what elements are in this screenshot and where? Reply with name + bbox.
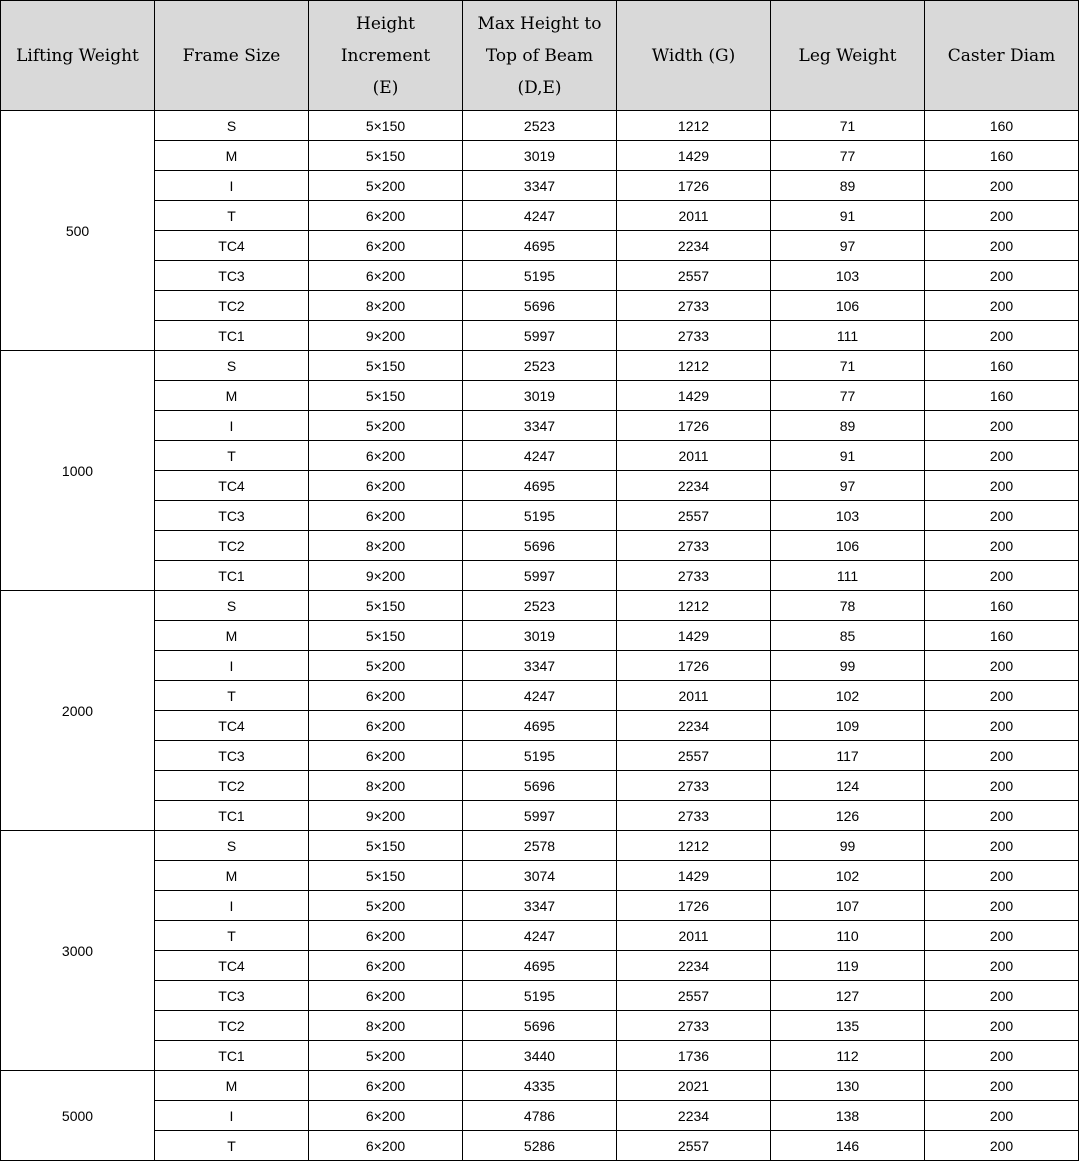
max-height-cell: 3019 [463,381,617,411]
header-line: Height [356,13,415,34]
leg-weight-cell: 99 [771,831,925,861]
max-height-cell: 4786 [463,1101,617,1131]
caster-diam-cell: 200 [925,531,1079,561]
max-height-cell: 2523 [463,111,617,141]
height-increment-cell: 9×200 [309,321,463,351]
width-cell: 1429 [617,861,771,891]
width-cell: 2011 [617,441,771,471]
frame-size-cell: TC3 [155,261,309,291]
leg-weight-cell: 91 [771,441,925,471]
leg-weight-cell: 109 [771,711,925,741]
header-leg-weight [771,1,925,111]
table-row [1,621,1079,651]
frame-size-cell: TC1 [155,561,309,591]
caster-diam-cell: 200 [925,951,1079,981]
leg-weight-cell: 112 [771,1041,925,1071]
table-row [1,531,1079,561]
height-increment-cell: 5×150 [309,381,463,411]
leg-weight-cell: 119 [771,951,925,981]
caster-diam-cell: 200 [925,1011,1079,1041]
width-cell: 2557 [617,261,771,291]
caster-diam-cell: 200 [925,891,1079,921]
max-height-cell: 5195 [463,981,617,1011]
max-height-cell: 4695 [463,231,617,261]
height-increment-cell: 5×150 [309,621,463,651]
height-increment-cell: 8×200 [309,771,463,801]
caster-diam-cell: 160 [925,351,1079,381]
width-cell: 1212 [617,831,771,861]
header-lifting-weight [1,1,155,111]
height-increment-cell: 6×200 [309,951,463,981]
caster-diam-cell: 200 [925,921,1079,951]
max-height-cell: 4247 [463,201,617,231]
leg-weight-cell: 103 [771,501,925,531]
max-height-cell: 5696 [463,771,617,801]
height-increment-cell: 5×200 [309,651,463,681]
leg-weight-cell: 71 [771,111,925,141]
height-increment-cell: 6×200 [309,981,463,1011]
table-row [1,381,1079,411]
width-cell: 2011 [617,921,771,951]
table-row [1,591,1079,621]
width-cell: 2733 [617,771,771,801]
table-row [1,201,1079,231]
header-width-g [617,1,771,111]
table-row [1,861,1079,891]
leg-weight-cell: 110 [771,921,925,951]
height-increment-cell: 6×200 [309,681,463,711]
height-increment-cell: 5×150 [309,591,463,621]
max-height-cell: 5195 [463,501,617,531]
header-caster-diam [925,1,1079,111]
max-height-cell: 5696 [463,1011,617,1041]
header-line: (E) [372,77,399,98]
width-cell: 2733 [617,561,771,591]
width-cell: 2011 [617,201,771,231]
width-cell: 1212 [617,351,771,381]
max-height-cell: 5997 [463,561,617,591]
max-height-cell: 4247 [463,681,617,711]
caster-diam-cell: 200 [925,831,1079,861]
width-cell: 1429 [617,381,771,411]
height-increment-cell: 8×200 [309,531,463,561]
frame-size-cell: TC1 [155,801,309,831]
frame-size-cell: I [155,651,309,681]
caster-diam-cell: 160 [925,621,1079,651]
leg-weight-cell: 138 [771,1101,925,1131]
caster-diam-cell: 200 [925,471,1079,501]
frame-size-cell: TC4 [155,711,309,741]
leg-weight-cell: 97 [771,231,925,261]
table-row [1,1101,1079,1131]
table-row [1,141,1079,171]
max-height-cell: 2523 [463,351,617,381]
leg-weight-cell: 146 [771,1131,925,1161]
frame-size-cell: M [155,861,309,891]
frame-size-cell: TC3 [155,981,309,1011]
caster-diam-cell: 200 [925,501,1079,531]
frame-size-cell: S [155,351,309,381]
caster-diam-cell: 160 [925,111,1079,141]
frame-size-cell: TC4 [155,471,309,501]
table-row [1,441,1079,471]
frame-size-cell: S [155,111,309,141]
width-cell: 2557 [617,981,771,1011]
width-cell: 2234 [617,231,771,261]
table-row [1,771,1079,801]
frame-size-cell: TC1 [155,1041,309,1071]
frame-size-cell: S [155,591,309,621]
frame-size-cell: TC3 [155,741,309,771]
frame-size-cell: I [155,1101,309,1131]
caster-diam-cell: 200 [925,411,1079,441]
height-increment-cell: 9×200 [309,801,463,831]
frame-size-cell: TC2 [155,1011,309,1041]
header-frame-size [155,1,309,111]
leg-weight-cell: 89 [771,171,925,201]
header-height-increment [309,1,463,111]
leg-weight-cell: 106 [771,291,925,321]
table-row [1,891,1079,921]
leg-weight-cell: 77 [771,381,925,411]
height-increment-cell: 9×200 [309,561,463,591]
max-height-cell: 3347 [463,651,617,681]
caster-diam-cell: 200 [925,681,1079,711]
leg-weight-cell: 135 [771,1011,925,1041]
frame-size-cell: T [155,681,309,711]
leg-weight-cell: 78 [771,591,925,621]
max-height-cell: 2523 [463,591,617,621]
frame-size-cell: I [155,891,309,921]
table-row [1,171,1079,201]
frame-size-cell: TC2 [155,771,309,801]
max-height-cell: 4695 [463,711,617,741]
height-increment-cell: 5×200 [309,411,463,441]
header-line: Caster Diam [947,45,1056,66]
frame-size-cell: I [155,171,309,201]
width-cell: 1726 [617,411,771,441]
frame-size-cell: T [155,1131,309,1161]
caster-diam-cell: 200 [925,171,1079,201]
header-line: Leg Weight [798,45,897,66]
table-row [1,681,1079,711]
table-row [1,111,1079,141]
caster-diam-cell: 200 [925,1071,1079,1101]
table-row [1,921,1079,951]
width-cell: 2021 [617,1071,771,1101]
lifting-weight-cell: 500 [1,111,155,351]
caster-diam-cell: 200 [925,321,1079,351]
width-cell: 2733 [617,321,771,351]
frame-size-cell: TC4 [155,951,309,981]
caster-diam-cell: 160 [925,381,1079,411]
caster-diam-cell: 200 [925,741,1079,771]
height-increment-cell: 5×150 [309,861,463,891]
width-cell: 1726 [617,171,771,201]
width-cell: 1726 [617,891,771,921]
caster-diam-cell: 200 [925,651,1079,681]
height-increment-cell: 5×150 [309,141,463,171]
header-line: (D,E) [517,77,562,98]
leg-weight-cell: 107 [771,891,925,921]
leg-weight-cell: 124 [771,771,925,801]
max-height-cell: 3074 [463,861,617,891]
lifting-weight-cell: 3000 [1,831,155,1071]
width-cell: 2733 [617,531,771,561]
caster-diam-cell: 200 [925,861,1079,891]
width-cell: 1429 [617,621,771,651]
max-height-cell: 3347 [463,891,617,921]
frame-size-cell: I [155,411,309,441]
width-cell: 2234 [617,1101,771,1131]
lifting-weight-cell: 5000 [1,1071,155,1161]
max-height-cell: 3019 [463,621,617,651]
leg-weight-cell: 91 [771,201,925,231]
frame-size-cell: T [155,921,309,951]
max-height-cell: 5696 [463,531,617,561]
leg-weight-cell: 111 [771,561,925,591]
table-row [1,351,1079,381]
frame-size-cell: TC2 [155,531,309,561]
height-increment-cell: 5×200 [309,1041,463,1071]
frame-size-cell: TC3 [155,501,309,531]
caster-diam-cell: 160 [925,141,1079,171]
max-height-cell: 4247 [463,441,617,471]
table-row [1,1041,1079,1071]
frame-size-cell: TC2 [155,291,309,321]
max-height-cell: 3440 [463,1041,617,1071]
table-row [1,561,1079,591]
max-height-cell: 5997 [463,801,617,831]
max-height-cell: 2578 [463,831,617,861]
caster-diam-cell: 160 [925,591,1079,621]
caster-diam-cell: 200 [925,231,1079,261]
max-height-cell: 4247 [463,921,617,951]
leg-weight-cell: 102 [771,681,925,711]
header-row [1,1,1079,111]
leg-weight-cell: 102 [771,861,925,891]
frame-size-cell: M [155,1071,309,1101]
leg-weight-cell: 85 [771,621,925,651]
table-row [1,411,1079,441]
max-height-cell: 5195 [463,741,617,771]
width-cell: 2733 [617,1011,771,1041]
caster-diam-cell: 200 [925,291,1079,321]
width-cell: 2557 [617,741,771,771]
leg-weight-cell: 77 [771,141,925,171]
frame-size-cell: M [155,381,309,411]
max-height-cell: 5286 [463,1131,617,1161]
frame-size-cell: T [155,441,309,471]
caster-diam-cell: 200 [925,1041,1079,1071]
header-line: Frame Size [182,45,281,66]
caster-diam-cell: 200 [925,981,1079,1011]
height-increment-cell: 6×200 [309,1101,463,1131]
height-increment-cell: 6×200 [309,471,463,501]
max-height-cell: 3347 [463,411,617,441]
height-increment-cell: 8×200 [309,1011,463,1041]
max-height-cell: 5997 [463,321,617,351]
table-row [1,231,1079,261]
height-increment-cell: 5×200 [309,171,463,201]
width-cell: 2234 [617,951,771,981]
height-increment-cell: 5×150 [309,351,463,381]
header-line: Lifting Weight [16,45,139,66]
height-increment-cell: 5×150 [309,111,463,141]
height-increment-cell: 6×200 [309,201,463,231]
table-row [1,711,1079,741]
height-increment-cell: 6×200 [309,921,463,951]
width-cell: 1429 [617,141,771,171]
table-row [1,1011,1079,1041]
header-line: Increment [340,45,431,66]
table-row [1,261,1079,291]
leg-weight-cell: 71 [771,351,925,381]
width-cell: 2733 [617,801,771,831]
caster-diam-cell: 200 [925,1131,1079,1161]
leg-weight-cell: 127 [771,981,925,1011]
caster-diam-cell: 200 [925,261,1079,291]
caster-diam-cell: 200 [925,771,1079,801]
caster-diam-cell: 200 [925,1101,1079,1131]
frame-size-cell: TC4 [155,231,309,261]
lifting-weight-cell: 1000 [1,351,155,591]
leg-weight-cell: 111 [771,321,925,351]
lifting-weight-cell: 2000 [1,591,155,831]
height-increment-cell: 6×200 [309,1071,463,1101]
height-increment-cell: 8×200 [309,291,463,321]
caster-diam-cell: 200 [925,441,1079,471]
height-increment-cell: 6×200 [309,711,463,741]
max-height-cell: 4695 [463,951,617,981]
width-cell: 2557 [617,501,771,531]
height-increment-cell: 6×200 [309,1131,463,1161]
header-line: Width (G) [651,45,736,66]
table-row [1,951,1079,981]
leg-weight-cell: 130 [771,1071,925,1101]
height-increment-cell: 6×200 [309,231,463,261]
height-increment-cell: 5×150 [309,831,463,861]
max-height-cell: 4335 [463,1071,617,1101]
leg-weight-cell: 97 [771,471,925,501]
header-line: Max Height to [477,13,602,34]
table-row [1,801,1079,831]
header-line: Top of Beam [485,45,594,66]
frame-size-cell: M [155,621,309,651]
width-cell: 2733 [617,291,771,321]
leg-weight-cell: 117 [771,741,925,771]
width-cell: 2011 [617,681,771,711]
table-row [1,501,1079,531]
header-max-height [463,1,617,111]
leg-weight-cell: 89 [771,411,925,441]
table-row [1,981,1079,1011]
width-cell: 2234 [617,471,771,501]
frame-size-cell: S [155,831,309,861]
max-height-cell: 4695 [463,471,617,501]
max-height-cell: 5696 [463,291,617,321]
height-increment-cell: 6×200 [309,501,463,531]
caster-diam-cell: 200 [925,561,1079,591]
caster-diam-cell: 200 [925,201,1079,231]
frame-size-cell: T [155,201,309,231]
table-row [1,291,1079,321]
table-row [1,1071,1079,1101]
table-row [1,1131,1079,1161]
frame-size-cell: M [155,141,309,171]
table-row [1,831,1079,861]
leg-weight-cell: 106 [771,531,925,561]
table-row [1,471,1079,501]
max-height-cell: 5195 [463,261,617,291]
width-cell: 1736 [617,1041,771,1071]
max-height-cell: 3019 [463,141,617,171]
caster-diam-cell: 200 [925,711,1079,741]
leg-weight-cell: 103 [771,261,925,291]
table-row [1,321,1079,351]
caster-diam-cell: 200 [925,801,1079,831]
table-row [1,741,1079,771]
height-increment-cell: 5×200 [309,891,463,921]
height-increment-cell: 6×200 [309,261,463,291]
table-row [1,651,1079,681]
width-cell: 2557 [617,1131,771,1161]
table-body [1,111,1079,1161]
width-cell: 1212 [617,591,771,621]
frame-size-cell: TC1 [155,321,309,351]
width-cell: 2234 [617,711,771,741]
leg-weight-cell: 99 [771,651,925,681]
height-increment-cell: 6×200 [309,441,463,471]
width-cell: 1726 [617,651,771,681]
leg-weight-cell: 126 [771,801,925,831]
width-cell: 1212 [617,111,771,141]
height-increment-cell: 6×200 [309,741,463,771]
max-height-cell: 3347 [463,171,617,201]
